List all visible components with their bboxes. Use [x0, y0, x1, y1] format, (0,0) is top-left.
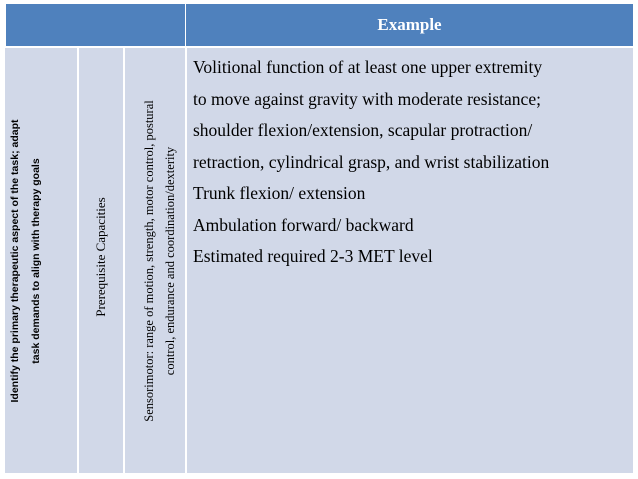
task-analysis-table: [5, 4, 633, 473]
example-line: Estimated required 2-3 MET level: [193, 246, 433, 266]
table-header-row: [5, 4, 633, 46]
vertical-label-line: control, endurance and coordination/dexterity: [163, 146, 177, 376]
example-line: shoulder flexion/extension, scapular protraction/: [193, 120, 533, 140]
vertical-label-line: Sensorimotor: range of motion, strength, motor control, postural: [142, 100, 156, 422]
example-line: retraction, cylindrical grasp, and wrist stabilization: [193, 151, 550, 172]
vertical-label-line: task demands to align with therapy goals: [30, 158, 42, 364]
column-divider: [185, 48, 187, 473]
header-example-label: Example: [377, 15, 442, 34]
vertical-label-line: Identify the primary therapeutic aspect of the task; adapt: [9, 119, 21, 403]
column-divider: [123, 48, 125, 473]
vertical-label-sensorimotor: [139, 71, 181, 451]
example-line: to move against gravity with moderate resistance;: [193, 88, 541, 109]
example-line: Volitional function of at least one upper extremity: [193, 57, 543, 77]
header-divider: [5, 46, 633, 48]
column-divider: [5, 4, 6, 46]
column-divider: [77, 48, 79, 473]
example-line: Ambulation forward/ backward: [193, 214, 414, 235]
vertical-label-prerequisite-capacities: Prerequisite Capacities: [93, 197, 108, 317]
vertical-label-therapeutic-aspect: [5, 51, 47, 471]
example-content: [193, 52, 629, 273]
example-line: Trunk flexion/ extension: [193, 183, 366, 203]
